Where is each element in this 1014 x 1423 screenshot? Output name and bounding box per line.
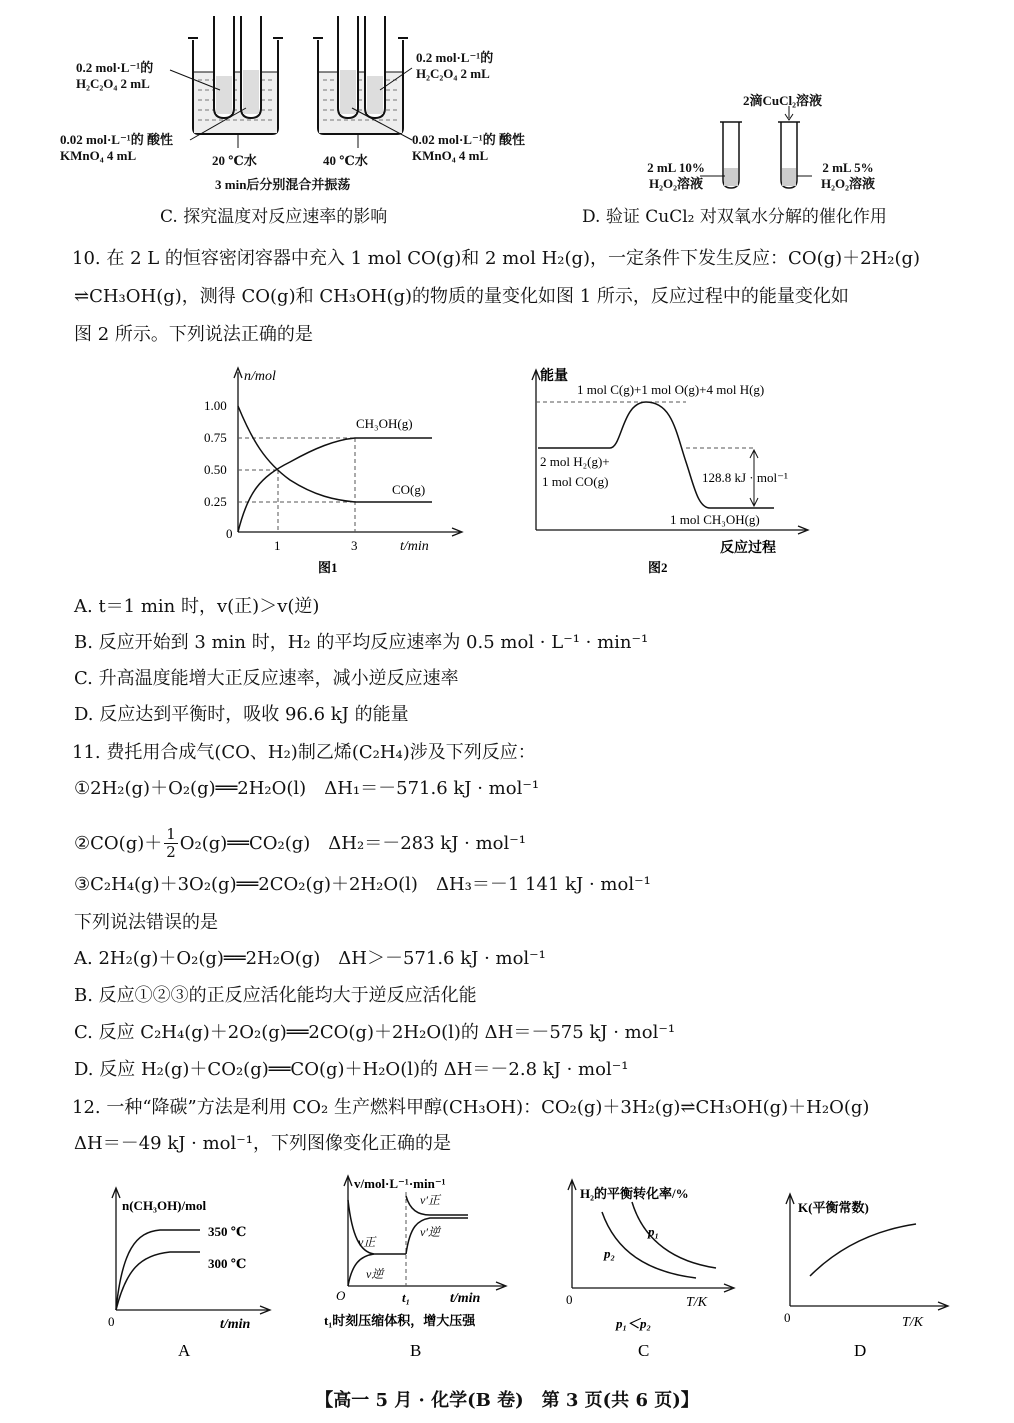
- q11-reaction-2: [74, 826, 526, 861]
- graph-b-t1: t₁: [402, 1290, 411, 1305]
- q10-option-a: A. t＝1 min 时，v(正)＞v(逆): [74, 596, 320, 617]
- q11-r2-denominator: 2: [166, 843, 176, 861]
- fig1-ytick-0: 0: [226, 526, 233, 541]
- fig2-reactant-1: 2 mol H₂(g)+: [540, 454, 610, 469]
- graph-b-xlabel: t/min: [450, 1291, 481, 1306]
- graph-b-origin: O: [336, 1288, 346, 1303]
- graph-a-ylabel: n(CH₃OH)/mol: [122, 1198, 207, 1213]
- fig1-ylabel: n/mol: [244, 369, 276, 384]
- q10-option-c: C. 升高温度能增大正反应速率，减小逆反应速率: [74, 668, 459, 689]
- graph-a-letter: A: [178, 1341, 191, 1360]
- q11-stem: 11. 费托用合成气(CO、H₂)制乙烯(C₂H₄)涉及下列反应：: [72, 742, 536, 763]
- graph-b-ylabel: v/mol·L⁻¹·min⁻¹: [354, 1176, 446, 1191]
- label-h2o2-10: 2 mL 10% H₂O₂溶液: [647, 160, 705, 191]
- q10-stem-2: ⇌CH₃OH(g)，测得 CO(g)和 CH₃OH(g)的物质的量变化如图 1 所示，反应过程中的能量变化如: [74, 286, 849, 307]
- fig2-ylabel: 能量: [540, 369, 568, 384]
- label-kmno4-right: 0.02 mol·L⁻¹的 酸性KMnO₄ 4 mL: [412, 132, 525, 163]
- q12-stem-1: 12. 一种“降碳”方法是利用 CO₂ 生产燃料甲醇(CH₃OH)：CO₂(g)＋3H₂(g)⇌CH₃OH(g)＋H₂O(g): [72, 1097, 870, 1118]
- q12-graph-a: [100, 1180, 280, 1360]
- figure-d-test-tubes: [700, 106, 812, 188]
- fig1-ytick-025: 0.25: [204, 494, 227, 509]
- graph-c-origin: 0: [566, 1292, 573, 1307]
- figure-2-energy-diagram: [522, 362, 822, 582]
- graph-d-ylabel: K(平衡常数): [798, 1200, 869, 1215]
- label-water-40: 40 ℃水: [323, 153, 368, 168]
- fig1-xlabel: t/min: [400, 539, 429, 554]
- label-water-20: 20 ℃水: [212, 153, 257, 168]
- graph-b-v-fwd: v正: [358, 1235, 376, 1249]
- q11-option-b: B. 反应①②③的正反应活化能均大于逆反应活化能: [74, 985, 477, 1006]
- fig1-ytick-100: 1.00: [204, 398, 227, 413]
- q12-graph-c: [556, 1172, 746, 1360]
- q11-r2-part-a: ②CO(g)＋: [74, 832, 163, 854]
- graph-b-note: t₁时刻压缩体积，增大压强: [324, 1313, 476, 1328]
- graph-d-letter: D: [854, 1341, 867, 1360]
- q11-option-c: C. 反应 C₂H₄(g)＋2O₂(g)══2CO(g)＋2H₂O(l)的 ΔH＝－575 kJ · mol⁻¹: [74, 1022, 676, 1043]
- fig1-ytick-075: 0.75: [204, 430, 227, 445]
- fig2-caption: 图2: [648, 560, 668, 575]
- q11-reaction-3: ③C₂H₄(g)＋3O₂(g)══2CO₂(g)＋2H₂O(l) ΔH₃＝－1 141 kJ · mol⁻¹: [74, 874, 651, 895]
- figure-1-chart: [190, 362, 470, 582]
- beaker-left: [170, 16, 283, 148]
- q10-option-d: D. 反应达到平衡时，吸收 96.6 kJ 的能量: [74, 704, 409, 725]
- q11-r2-numerator: 1: [166, 825, 176, 843]
- fig1-caption: 图1: [318, 560, 338, 575]
- graph-a-origin: 0: [108, 1314, 115, 1329]
- graph-a-xlabel: t/min: [220, 1317, 251, 1332]
- q10-option-b: B. 反应开始到 3 min 时，H₂ 的平均反应速率为 0.5 mol · L⁻¹ · min⁻¹: [74, 632, 649, 653]
- fig2-product: 1 mol CH₃OH(g): [670, 512, 760, 527]
- label-cucl2-drops: 2滴CuCl₂溶液: [743, 93, 823, 108]
- graph-b-v-rev: v逆: [366, 1267, 384, 1281]
- graph-b-v2-fwd: v′正: [420, 1193, 440, 1207]
- graph-c-note: p₁＜p₂: [616, 1316, 652, 1331]
- label-kmno4-left: 0.02 mol·L⁻¹的 酸性KMnO₄ 4 mL: [60, 132, 173, 163]
- figure-c-beakers: [0, 0, 1014, 230]
- q11-reaction-1: ①2H₂(g)＋O₂(g)══2H₂O(l) ΔH₁＝－571.6 kJ · mol⁻¹: [74, 778, 540, 799]
- caption-c: C. 探究温度对反应速率的影响: [160, 207, 388, 227]
- graph-c-p1: p₁: [648, 1224, 660, 1239]
- q11-option-a: A. 2H₂(g)＋O₂(g)══2H₂O(g) ΔH＞－571.6 kJ · mol⁻¹: [74, 948, 546, 969]
- graph-c-ylabel: H₂的平衡转化率/%: [580, 1186, 689, 1201]
- q12-stem-2: ΔH＝－49 kJ · mol⁻¹，下列图像变化正确的是: [74, 1133, 451, 1154]
- fig1-xtick-1: 1: [274, 538, 281, 553]
- q12-graph-b: [318, 1170, 518, 1360]
- beaker-right: [313, 16, 412, 148]
- graph-d-xlabel: T/K: [902, 1315, 924, 1330]
- label-h2o2-5: 2 mL 5% H₂O₂溶液: [820, 160, 876, 191]
- label-mix-note: 3 min后分别混合并振荡: [215, 177, 351, 192]
- fig1-ytick-050: 0.50: [204, 462, 227, 477]
- graph-c-p2: p₂: [604, 1246, 616, 1261]
- q11-r2-fraction: [164, 826, 178, 861]
- q12-graph-d: [776, 1186, 956, 1360]
- graph-b-v2-rev: v′逆: [420, 1225, 440, 1239]
- label-h2c2o4-left: 0.2 mol·L⁻¹的 H₂C₂O₄ 2 mL: [76, 60, 154, 91]
- fig2-delta: 128.8 kJ · mol⁻¹: [702, 470, 788, 485]
- q10-stem-1: 10. 在 2 L 的恒容密闭容器中充入 1 mol CO(g)和 2 mol H₂(g)，一定条件下发生反应：CO(g)＋2H₂(g): [72, 248, 921, 269]
- q11-option-d: D. 反应 H₂(g)＋CO₂(g)══CO(g)＋H₂O(l)的 ΔH＝－2.8 kJ · mol⁻¹: [74, 1059, 629, 1080]
- graph-c-xlabel: T/K: [686, 1295, 708, 1310]
- fig2-reactant-2: 1 mol CO(g): [542, 474, 609, 489]
- graph-c-letter: C: [638, 1341, 650, 1360]
- q10-stem-3: 图 2 所示。下列说法正确的是: [74, 324, 313, 345]
- fig2-xlabel: 反应过程: [720, 541, 776, 556]
- graph-a-curve-350: 350 ℃: [208, 1224, 247, 1239]
- q11-question: 下列说法错误的是: [74, 912, 218, 933]
- graph-a-curve-300: 300 ℃: [208, 1256, 247, 1271]
- caption-d: D. 验证 CuCl₂ 对双氧水分解的催化作用: [582, 207, 887, 227]
- fig1-series-co: CO(g): [392, 482, 426, 497]
- label-h2c2o4-right: 0.2 mol·L⁻¹的 H₂C₂O₄ 2 mL: [416, 50, 494, 81]
- graph-b-letter: B: [410, 1341, 422, 1360]
- graph-d-origin: 0: [784, 1310, 791, 1325]
- fig1-series-ch3oh: CH₃OH(g): [356, 416, 413, 431]
- fig2-top-label: 1 mol C(g)+1 mol O(g)+4 mol H(g): [577, 382, 765, 397]
- fig1-xtick-3: 3: [351, 538, 358, 553]
- q11-r2-part-b: O₂(g)══CO₂(g) ΔH₂＝－283 kJ · mol⁻¹: [179, 832, 526, 854]
- page-footer: 【高一 5 月 · 化学(B 卷) 第 3 页(共 6 页)】: [315, 1390, 699, 1411]
